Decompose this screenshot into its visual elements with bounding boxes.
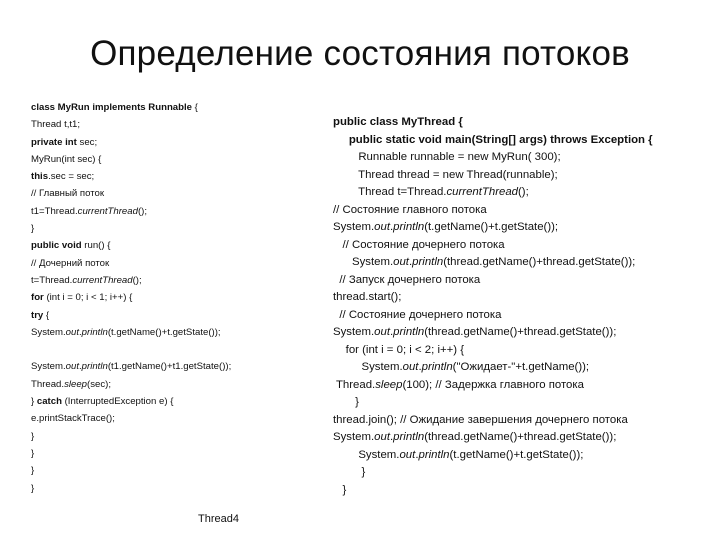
code-line	[333, 114, 653, 132]
code-token: .	[390, 326, 394, 338]
code-line	[333, 394, 653, 412]
code-line	[31, 358, 231, 375]
code-token: }	[31, 447, 35, 459]
code-token: .	[79, 326, 82, 338]
code-token: (thread.getName()+thread.getState());	[424, 431, 617, 443]
code-token: .sec = sec;	[48, 171, 95, 183]
code-token: }	[333, 483, 347, 496]
code-token: (t.getName()+t.getState());	[107, 326, 221, 338]
code-token: out	[374, 221, 390, 233]
code-token: println	[418, 448, 450, 461]
code-token: public void	[31, 240, 82, 252]
code-token: Thread t=Thread.	[333, 186, 447, 198]
code-line	[333, 412, 653, 430]
code-line	[333, 307, 653, 325]
code-token: println	[81, 361, 108, 373]
code-token: try	[31, 309, 44, 321]
code-token: // Состояние дочернего потока	[333, 238, 505, 251]
code-token: println	[393, 221, 425, 233]
code-token: thread.join(); // Ожидание завершения дочернего потока	[333, 413, 628, 426]
code-token: this	[31, 171, 49, 183]
code-token: .	[415, 448, 419, 461]
code-line	[333, 167, 653, 185]
code-line	[31, 255, 231, 272]
code-token: System.	[31, 326, 66, 338]
code-token: sleep	[375, 378, 403, 391]
code-token: System.	[333, 326, 375, 338]
code-token: println	[81, 326, 108, 338]
slide-title: Определение состояния потоков	[90, 34, 630, 73]
code-token: // Запуск дочернего потока	[333, 273, 481, 286]
code-token: Runnable runnable = new MyRun( 300);	[333, 151, 561, 163]
code-line	[31, 480, 231, 497]
code-line	[333, 149, 653, 167]
code-line	[333, 132, 653, 150]
code-token: t1=Thread.	[31, 205, 78, 217]
code-line	[333, 272, 653, 290]
code-token: out	[393, 256, 409, 268]
code-token: .	[408, 256, 413, 268]
code-token: }	[31, 465, 35, 477]
code-token: }	[31, 396, 37, 408]
code-line	[31, 324, 231, 341]
code-token: System.	[31, 361, 66, 373]
code-token: currentThread	[446, 186, 518, 198]
code-token: }	[31, 430, 35, 442]
code-line	[333, 219, 653, 237]
code-token: System.	[333, 448, 400, 461]
code-token: // Состояние дочернего потока	[333, 308, 502, 321]
code-line	[31, 237, 231, 254]
code-token: out	[399, 448, 416, 461]
code-token: (int i = 0; i < 1; i++) {	[43, 292, 133, 304]
code-line	[31, 151, 231, 168]
code-token: e.printStackTrace();	[31, 413, 115, 425]
code-token: out	[374, 431, 390, 443]
code-token: (thread.getName()+thread.getState());	[443, 256, 636, 268]
code-token: }	[31, 482, 35, 494]
code-line	[31, 220, 231, 237]
code-token: // Дочерний поток	[31, 257, 110, 269]
code-line	[31, 134, 231, 151]
code-token: .	[418, 361, 422, 373]
code-token: t=Thread.	[31, 274, 73, 286]
code-token: println	[393, 326, 425, 338]
code-token: System.	[333, 221, 375, 233]
code-token: println	[412, 256, 444, 268]
code-line	[31, 116, 231, 133]
code-token: sec;	[76, 136, 98, 148]
code-line	[31, 462, 231, 479]
code-token: for (int i = 0; i < 2; i++) {	[333, 343, 465, 356]
code-token: private int	[31, 136, 77, 148]
code-token: ("Ожидает-"+t.getName());	[452, 361, 590, 373]
code-token: System.	[333, 361, 403, 373]
code-token: println	[421, 361, 453, 373]
code-line	[31, 99, 231, 116]
code-line	[333, 237, 653, 255]
code-token: {	[192, 102, 198, 113]
code-token: ();	[132, 274, 142, 286]
code-line	[333, 254, 653, 272]
code-line	[333, 359, 653, 377]
code-line	[31, 376, 231, 393]
code-line	[31, 289, 231, 306]
code-token: // Главный поток	[31, 188, 105, 200]
code-token: sleep	[64, 378, 88, 390]
code-token: }	[333, 466, 366, 478]
code-token: catch	[36, 396, 62, 408]
code-token: Thread t,t1;	[31, 119, 81, 131]
code-token: (t1.getName()+t1.getState());	[107, 361, 232, 373]
code-token: // Состояние главного потока	[333, 203, 487, 216]
code-token: public static void main(String[] args) throws Exception {	[348, 133, 653, 146]
code-line	[333, 184, 653, 202]
code-token: MyRun(int sec) {	[31, 153, 102, 165]
code-line	[31, 168, 231, 185]
code-token: .	[390, 431, 394, 443]
code-token: System.	[333, 256, 394, 268]
code-token	[333, 134, 349, 146]
code-line	[333, 289, 653, 307]
code-token: Thread thread = new Thread(runnable);	[333, 168, 558, 181]
main-thread-code-block	[333, 114, 653, 499]
code-line	[333, 429, 653, 447]
code-token: }	[31, 223, 35, 235]
slide-footer: Thread4	[198, 513, 239, 525]
code-line	[333, 324, 653, 342]
code-token: (100); // Задержка главного потока	[402, 378, 584, 391]
code-line	[31, 203, 231, 220]
code-token: out	[65, 361, 79, 373]
code-token: out	[65, 326, 79, 338]
code-token: (t.getName()+t.getState());	[449, 448, 584, 461]
code-line	[333, 447, 653, 465]
code-token: thread.start();	[333, 291, 402, 303]
code-line	[31, 307, 231, 324]
code-token: (sec);	[87, 378, 111, 390]
code-token: .	[390, 221, 394, 233]
code-token: class MyRun implements Runnable	[31, 102, 192, 113]
code-token: public class MyThread {	[333, 116, 463, 128]
code-token: (t.getName()+t.getState());	[424, 221, 559, 233]
code-line	[333, 464, 653, 482]
code-line	[31, 341, 231, 358]
code-token: Thread.	[333, 378, 376, 391]
code-line	[333, 377, 653, 395]
code-token: out	[402, 361, 419, 373]
code-token: }	[333, 396, 359, 408]
code-line	[31, 428, 231, 445]
code-line	[31, 185, 231, 202]
code-token: ();	[137, 205, 147, 217]
code-line	[333, 342, 653, 360]
code-line	[333, 482, 653, 500]
code-token: (thread.getName()+thread.getState());	[424, 326, 617, 338]
code-token: run() {	[81, 240, 111, 252]
code-token: ();	[518, 186, 529, 198]
runnable-code-block	[31, 99, 231, 497]
code-line	[31, 445, 231, 462]
code-token: .	[79, 361, 82, 373]
code-line	[31, 410, 231, 427]
code-token: println	[393, 431, 425, 443]
code-token: for	[31, 292, 44, 304]
code-line	[31, 393, 231, 410]
code-line	[31, 272, 231, 289]
code-token: out	[374, 326, 390, 338]
code-token: Thread.	[31, 378, 65, 390]
code-token: currentThread	[72, 274, 133, 286]
code-token: (InterruptedException e) {	[61, 396, 174, 408]
code-token: {	[43, 309, 50, 321]
code-line	[333, 202, 653, 220]
code-token: System.	[333, 431, 375, 443]
code-token: currentThread	[77, 205, 138, 217]
